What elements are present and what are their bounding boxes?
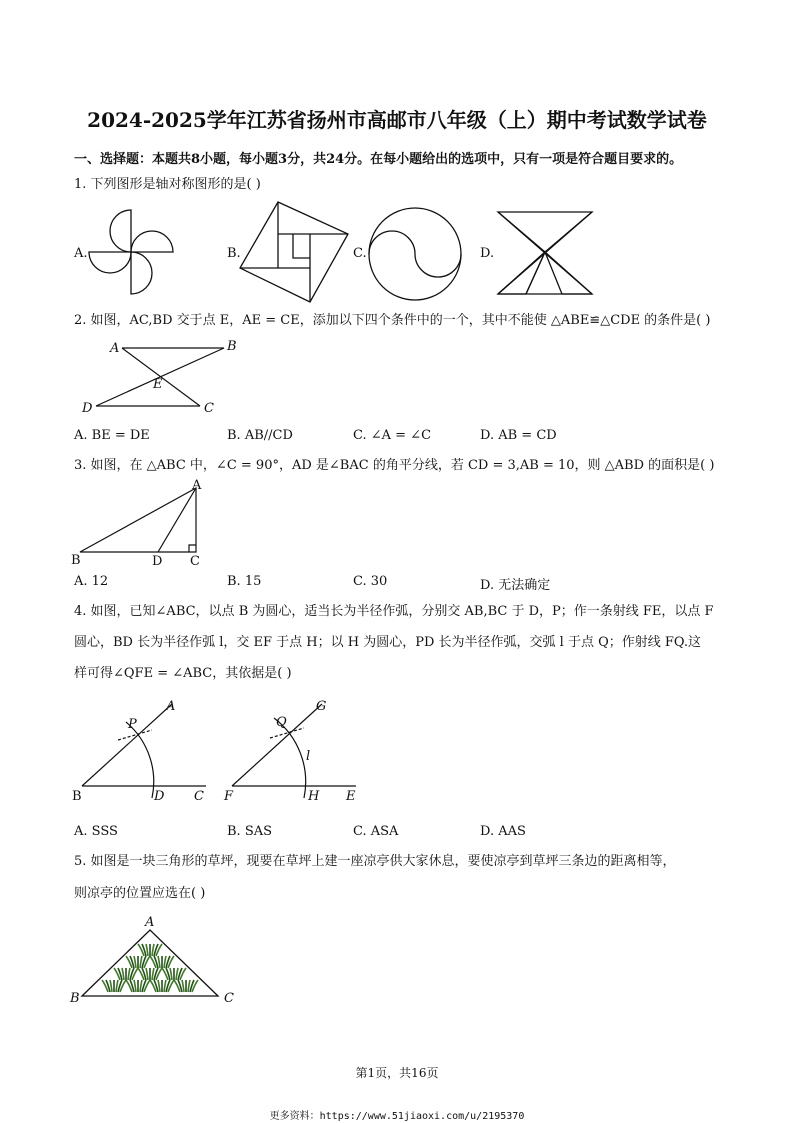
q4-label-d: D — [154, 789, 165, 804]
q3-figure — [68, 478, 214, 570]
q2-option-a: A. BE = DE — [74, 428, 150, 443]
q4-option-c: C. ASA — [353, 824, 399, 839]
q2-label-e: E — [153, 377, 163, 392]
q4-option-a: A. SSS — [74, 824, 118, 839]
triangles-figure — [496, 210, 594, 296]
q2-label-a: A — [110, 341, 120, 356]
q1-option-a: A. — [74, 246, 88, 261]
q2-option-d: D. AB = CD — [480, 428, 557, 443]
q5-line2: 则凉亭的位置应选在( ) — [74, 886, 206, 901]
q4-label-g: G — [316, 699, 327, 714]
q4-label-q: Q — [276, 715, 287, 730]
q4-label-h: H — [308, 789, 320, 804]
q3-option-d: D. 无法确定 — [480, 578, 551, 593]
section-heading: 一、选择题：本题共8小题，每小题3分，共24分。在每小题给出的选项中，只有一项是符合题目要求的。 — [74, 152, 683, 167]
q4-option-d: D. AAS — [480, 824, 526, 839]
q3-option-c: C. 30 — [353, 574, 388, 589]
q3-label-d: D — [152, 554, 163, 569]
q4-left-figure — [68, 694, 218, 808]
q1-option-c: C. — [353, 246, 367, 261]
q3-option-a: A. 12 — [74, 574, 109, 589]
q2-figure — [76, 336, 246, 418]
q4-label-l: l — [306, 749, 311, 764]
q4-label-b: B — [72, 789, 82, 804]
q3-label-b: B — [71, 553, 81, 568]
q4-label-e: E — [346, 789, 356, 804]
q1-text: 1. 下列图形是轴对称图形的是( ) — [74, 177, 261, 192]
yin-yang-figure — [366, 206, 464, 302]
q3-option-b: B. 15 — [227, 574, 262, 589]
q4-right-figure — [218, 694, 368, 808]
q1-option-b: B. — [227, 246, 241, 261]
q2-label-b: B — [227, 339, 237, 354]
q4-label-c: C — [194, 789, 204, 804]
q3-text: 3. 如图，在 △ABC 中，∠C = 90°，AD 是∠BAC 的角平分线，若 CD = 3,AB = 10，则 △ABD 的面积是( ) — [74, 458, 715, 473]
q1-option-d: D. — [480, 246, 495, 261]
footer-link[interactable]: 更多资料：https://www.51jiaoxi.com/u/2195370 — [269, 1111, 525, 1122]
q5-label-a: A — [145, 915, 155, 930]
q4-option-b: B. SAS — [227, 824, 273, 839]
q4-label-f: F — [224, 789, 234, 804]
q4-line1: 4. 如图，已知∠ABC，以点 B 为圆心，适当长为半径作弧，分别交 AB,BC 于 D，P；作一条射线 FE，以点 F — [74, 604, 714, 619]
q4-line2: 圆心，BD 长为半径作弧 l，交 EF 于点 H；以 H 为圆心，PD 长为半径作弧，交弧 l 于点 Q；作射线 FQ.这 — [74, 635, 702, 650]
page-number: 第1页，共16页 — [355, 1066, 439, 1080]
q5-label-c: C — [224, 991, 234, 1006]
q2-label-d: D — [82, 401, 93, 416]
square-spiral-figure — [238, 200, 350, 304]
q2-label-c: C — [204, 401, 214, 416]
q2-text: 2. 如图，AC,BD 交于点 E，AE = CE，添加以下四个条件中的一个，其中不能使 △ABE≌△CDE 的条件是( ) — [74, 313, 711, 328]
q4-line3: 样可得∠QFE = ∠ABC，其依据是( ) — [74, 666, 292, 681]
q5-label-b: B — [70, 991, 80, 1006]
q5-line1: 5. 如图是一块三角形的草坪，现要在草坪上建一座凉亭供大家休息，要使凉亭到草坪三条边的距离相等， — [74, 854, 676, 869]
page-title: 2024-2025学年江苏省扬州市高邮市八年级（上）期中考试数学试卷 — [87, 108, 707, 132]
q2-option-b: B. AB//CD — [227, 428, 293, 443]
q3-label-a: A — [192, 478, 202, 493]
grass-patch — [102, 944, 198, 992]
pinwheel-figure — [86, 206, 176, 298]
q2-option-c: C. ∠A = ∠C — [353, 428, 432, 443]
q3-label-c: C — [190, 554, 200, 569]
q4-label-p: P — [128, 717, 137, 732]
q5-lawn-figure — [68, 912, 244, 1010]
q4-label-a: A — [166, 699, 176, 714]
